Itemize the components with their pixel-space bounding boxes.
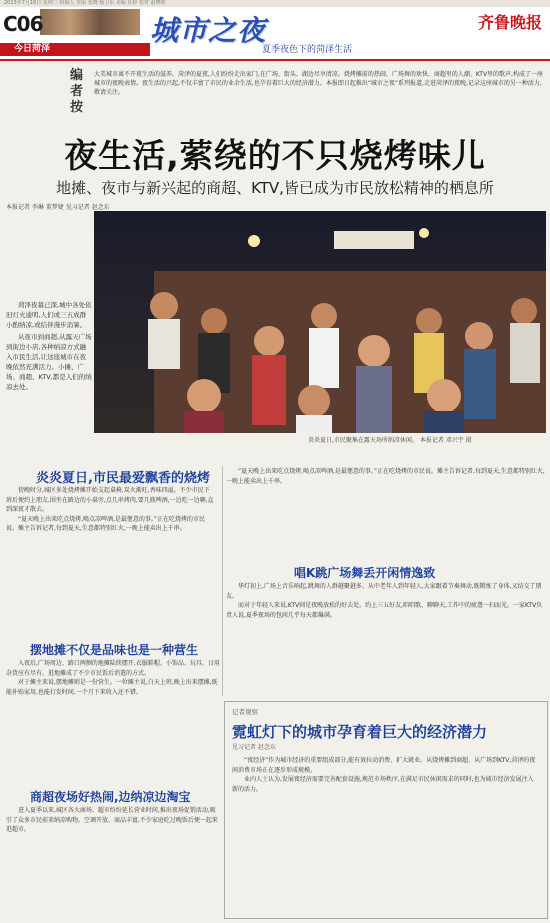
body-paragraph: 入夜后,广场周边、路口两侧的地摊陆续摆开,衣服鞋帽、小饰品、玩具、日用杂货应有尽有。逛地摊成了不少市民饭后消遣的方式。 bbox=[6, 660, 220, 677]
body-paragraph: 进入夏季以来,城区各大商场、超市纷纷延长营业时间,推出夜场促销活动,吸引了众多市民前来纳凉购物。空调开放、商品丰富,不少家庭吃过晚饭后便一起来逛超市。 bbox=[6, 807, 218, 834]
section-heading-bbq: 炎炎夏日,市民最爱飘香的烧烤 bbox=[36, 471, 210, 486]
main-headline: 夜生活,萦绕的不只烧烤味儿 bbox=[64, 136, 486, 175]
section-bar bbox=[0, 43, 150, 56]
newspaper-logo: 齐鲁晚报 bbox=[478, 13, 543, 32]
body-paragraph: “夜经济”作为城市经济的重要组成部分,能有效拉动消费、扩大就业。从烧烤摊到商超、从广场到KTV,菏泽的夜间消费市场正在逐步形成规模。 bbox=[232, 757, 536, 774]
page-code: C06 bbox=[3, 12, 43, 36]
section-label: 今日菏泽 bbox=[14, 44, 51, 54]
night-crowd-photo bbox=[94, 211, 546, 433]
body-paragraph: 华灯初上,广场上音乐响起,跳舞的人群越聚越多。从中老年人到年轻人,大家跟着节奏舞动,既锻炼了身体,又结交了朋友。 bbox=[226, 583, 542, 600]
header-photo-strip bbox=[40, 9, 140, 35]
column-divider bbox=[222, 466, 223, 696]
section-body-dance bbox=[226, 582, 546, 698]
article-byline: 本报记者 李琳 董梦婕 见习记者 赵念东 bbox=[6, 204, 110, 211]
sub-headline: 地摊、夜市与新兴起的商超、KTV,皆已成为市民放松精神的栖息所 bbox=[56, 179, 494, 197]
section-body-stalls bbox=[6, 659, 220, 723]
section-heading-stalls: 摆地摊不仅是品味也是一种营生 bbox=[30, 643, 199, 657]
body-paragraph: “夏天晚上出来吃点烧烤,喝点凉啤酒,是最惬意的事。”正在吃烧烤的市民说。摊主告诉记者,每到夏天,生意都特别红火,一晚上能卖出上千串。 bbox=[6, 515, 206, 533]
page-brand-title: 城市之夜 bbox=[150, 14, 267, 47]
section-heading-malls: 商超夜场好热闹,边纳凉边淘宝 bbox=[30, 790, 191, 804]
intro-paragraph: 菏泽夜幕已深,城中各处依旧灯火通明,人们或三五成群小酌纳凉,或结伴漫步消暑。 bbox=[6, 301, 92, 329]
header-divider bbox=[0, 59, 550, 61]
page-date-strip: 2013年7月16日 星期二 组稿人 李丽 张晓 杨卫东 美编 任婷 校对 赵晓明 bbox=[0, 0, 550, 7]
observation-body bbox=[232, 756, 538, 912]
photo-caption: 炎炎夏日,市民聚集在露天场所纳凉休闲。 本报记者 邓兴宇 摄 bbox=[308, 437, 472, 444]
section-body-malls bbox=[6, 806, 220, 916]
editor-note-label: 编者按 bbox=[70, 68, 84, 115]
body-paragraph: 而对于年轻人来说,KTV则是夜晚放松的好去处。约上三五好友,唱唱歌、聊聊天,工作中的疲惫一扫而光。一家KTV负责人说,夏季夜场的包间几乎每天都爆满。 bbox=[226, 602, 543, 619]
editor-note-text: 大美城市离不开夜生活的滋养。菏泽的夏夜,人们纷纷走出家门,在广场、街头、湖边尽享清凉。烧烤摊前的热闹、广场舞的欢快、商超里的人潮、KTV里的歌声,构成了一座城市的夜晚表情。夜生活的兴起,不仅丰富了市民的业余生活,也孕育着巨大的经济潜力。本报即日起推出“城市之夜”系列报道,走进菏泽的夜晚,记录这座城市的另一种活力,敬请关注。 bbox=[94, 71, 543, 96]
observation-byline: 见习记者 赵念东 bbox=[232, 744, 276, 751]
observation-title: 霓虹灯下的城市孕育着巨大的经济潜力 bbox=[232, 723, 488, 741]
body-paragraph: “夏天晚上出来吃点烧烤,喝点凉啤酒,是最惬意的事。”正在吃烧烤的市民说。摊主告诉记者,每到夏天,生意都特别红火,一晚上能卖出上千串。 bbox=[226, 468, 545, 485]
body-paragraph: 对于摊主来说,摆地摊则是一份营生。一位摊主说,白天上班,晚上出来摆摊,既能补贴家用,也能打发时间,一个月下来收入还不错。 bbox=[6, 679, 218, 696]
top-right-body bbox=[226, 467, 546, 553]
section-heading-dance: 唱K跳广场舞丢开闲情逸致 bbox=[294, 566, 436, 580]
body-paragraph: 业内人士认为,发展夜经济需要完善配套设施,规范市场秩序,在满足市民休闲需求的同时,也为城市经济发展注入新的活力。 bbox=[232, 776, 534, 793]
page-subtitle: 夏季夜色下的菏泽生活 bbox=[262, 45, 353, 55]
intro-column bbox=[6, 300, 92, 394]
intro-paragraph: 从夜市到商超,从露天广场到街边小店,各种纳凉方式融入市民生活,让这座城市在夜晚依然充满活力。小摊、广场、商超、KTV,都是人们的纳凉去处。 bbox=[6, 333, 92, 391]
body-paragraph: 傍晚时分,城区多处烧烤摊开始支起桌椅,炭火渐旺,香味四溢。不少市民下班后便约上朋友,围坐在路边的小桌旁,点几串烤肉,要几瓶啤酒,一边吃一边聊,直到深夜才散去。 bbox=[6, 487, 214, 514]
observation-tag: 记者观察 bbox=[232, 708, 258, 716]
